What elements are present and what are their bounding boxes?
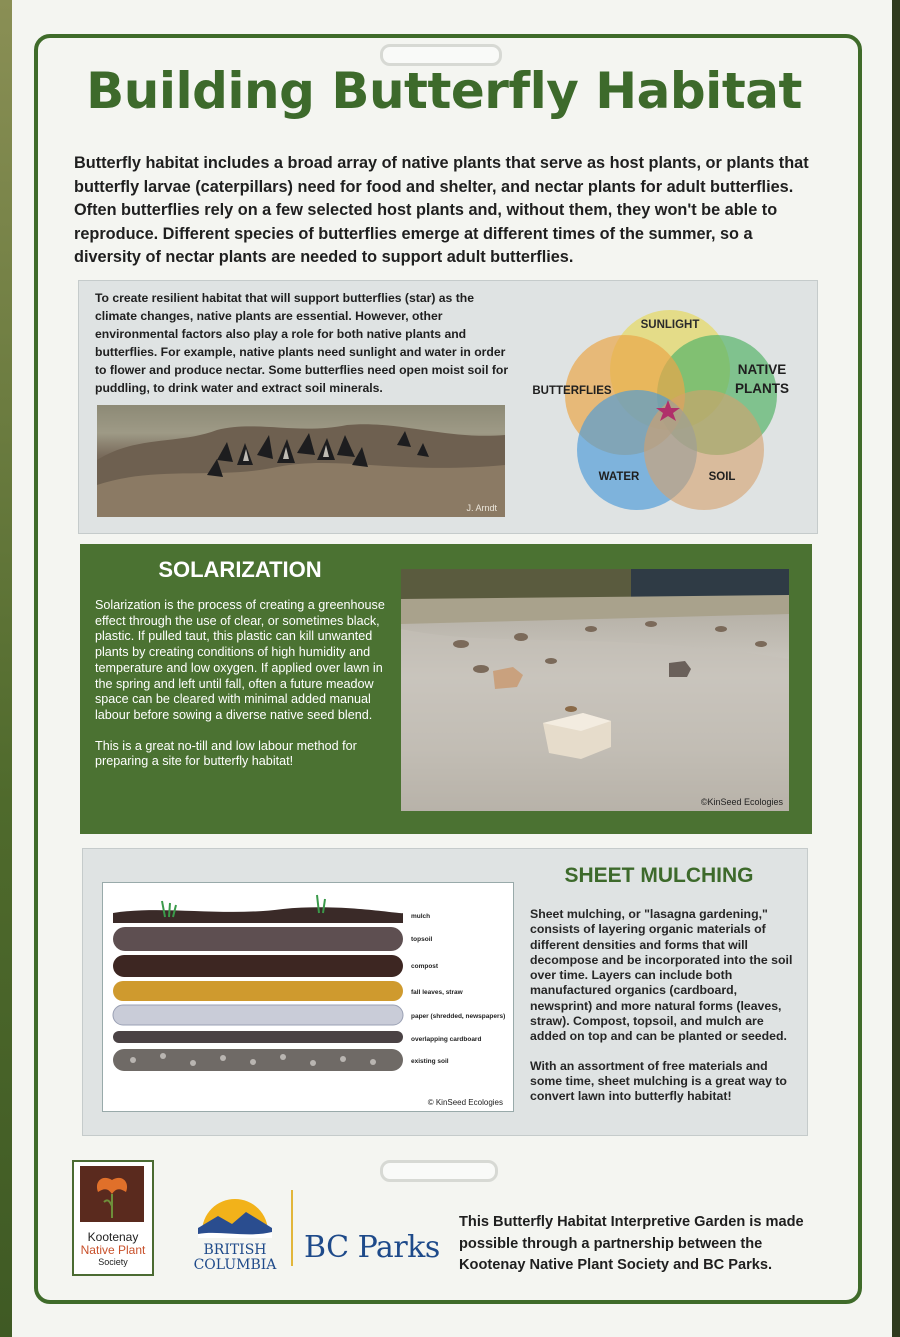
layer-label: topsoil xyxy=(411,936,433,943)
solarization-para2: This is a great no-till and low labour method for preparing a site for butterfly habitat! xyxy=(95,738,357,769)
kootenay-line1: Kootenay xyxy=(87,1230,139,1244)
bottom-handle xyxy=(380,1160,498,1182)
sheet-mulching-heading: SHEET MULCHING xyxy=(564,864,754,887)
solarization-photo xyxy=(401,569,789,811)
british-columbia-logo xyxy=(188,1192,282,1272)
kootenay-native-plant-society-logo xyxy=(72,1160,154,1276)
venn-label-plants: PLANTS xyxy=(735,381,789,396)
bc-sun-icon xyxy=(188,1192,282,1238)
page-title: Building Butterfly Habitat xyxy=(86,62,802,120)
kootenay-line2: Native Plant xyxy=(80,1243,146,1257)
bc-line1: BRITISH xyxy=(203,1242,267,1258)
layer-label: compost xyxy=(411,963,439,970)
seedling-icon xyxy=(162,901,176,917)
venn-label-soil: SOIL xyxy=(708,471,736,483)
layer-label: mulch xyxy=(411,913,431,920)
layer-topsoil xyxy=(113,927,403,951)
bc-parks-logo: BC Parks xyxy=(304,1230,440,1265)
habitat-text: To create resilient habitat that will support butterflies (star) as the climate changes, native plants are essential. However, other environmental factors also play a role for both native plants and butterflies. For example, native plants need sunlight and water in order to flower and produce nectar. Some butterflies need open moist soil for puddling, to drink water and extract soil minerals. xyxy=(95,291,509,395)
venn-label-butterflies: BUTTERFLIES xyxy=(532,385,612,397)
layer-cardboard xyxy=(113,1031,403,1043)
layer-label: paper (shredded, newspapers) xyxy=(411,1013,506,1020)
solarization-photo-credit: ©KinSeed Ecologies xyxy=(700,797,783,807)
layer-label: existing soil xyxy=(411,1058,449,1065)
lily-icon xyxy=(74,1162,152,1226)
habitat-venn-diagram xyxy=(520,290,810,522)
kootenay-line3: Society xyxy=(98,1257,128,1267)
solarization-para1: Solarization is the process of creating a greenhouse effect through the use of clear, or sometimes black, plastic. If pulled taut, this plastic can kill unwanted plants by creating conditions of high humidity and temperature and low oxygen. If applied over lawn in the spring and left until fall, often a future meadow space can be cleared with minimal added manual labour before sowing a diverse native seed blend. xyxy=(95,598,385,722)
sheet-mulching-diagram xyxy=(102,882,514,1112)
layer-label: fall leaves, straw xyxy=(411,989,463,996)
butterflies-photo-art xyxy=(97,405,505,517)
venn-label-sunlight: SUNLIGHT xyxy=(640,319,700,331)
footer-divider xyxy=(291,1190,293,1266)
sheet-mulching-text xyxy=(530,907,794,1105)
venn-label-water: WATER xyxy=(598,471,640,483)
solarization-heading: SOLARIZATION xyxy=(158,557,322,582)
intro-paragraph: Butterfly habitat includes a broad array of native plants that serve as host plants, or plants that butterfly larvae (caterpillars) need for food and shelter, and nectar plants for adult butterflies. Often butterflies rely on a few selected host plants and, without them, they won't be able to reproduce. Different species of butterflies emerge at different times of the summer, so a diversity of nectar plants are needed to support adult butterflies. xyxy=(74,154,809,266)
layers-illustration xyxy=(103,883,513,1111)
photo-credit: J. Arndt xyxy=(466,503,497,513)
layer-existing-soil xyxy=(113,1049,403,1071)
partnership-text: This Butterfly Habitat Interpretive Garden is made possible through a partnership between the Kootenay Native Plant Society and BC Parks. xyxy=(459,1214,804,1273)
diagram-credit: © KinSeed Ecologies xyxy=(427,1098,503,1107)
bc-line2: COLUMBIA xyxy=(193,1257,277,1273)
layer-label: overlapping cardboard xyxy=(411,1036,482,1043)
venn-label-native: NATIVE xyxy=(737,362,787,377)
layer-paper xyxy=(113,1005,403,1025)
layer-fall-leaves xyxy=(113,981,403,1001)
layer-compost xyxy=(113,955,403,977)
butterflies-puddling-photo xyxy=(97,405,505,517)
sheet-mulching-para1: Sheet mulching, or "lasagna gardening," consists of layering organic materials of different densities and forms that will decompose and be incorporated into the soil over time. Layers can include both manufactured organics (cardboard, newsprint) and more natural forms (leaves, straw). Compost, topsoil, and mulch are added on top and can be planted or seeded. xyxy=(530,907,793,1044)
solarization-photo-art xyxy=(401,569,789,811)
sheet-mulching-para2: With an assortment of free materials and some time, sheet mulching is a great way to convert lawn into butterfly habitat! xyxy=(530,1058,787,1104)
solarization-text xyxy=(95,598,391,770)
layer-mulch xyxy=(113,907,403,923)
